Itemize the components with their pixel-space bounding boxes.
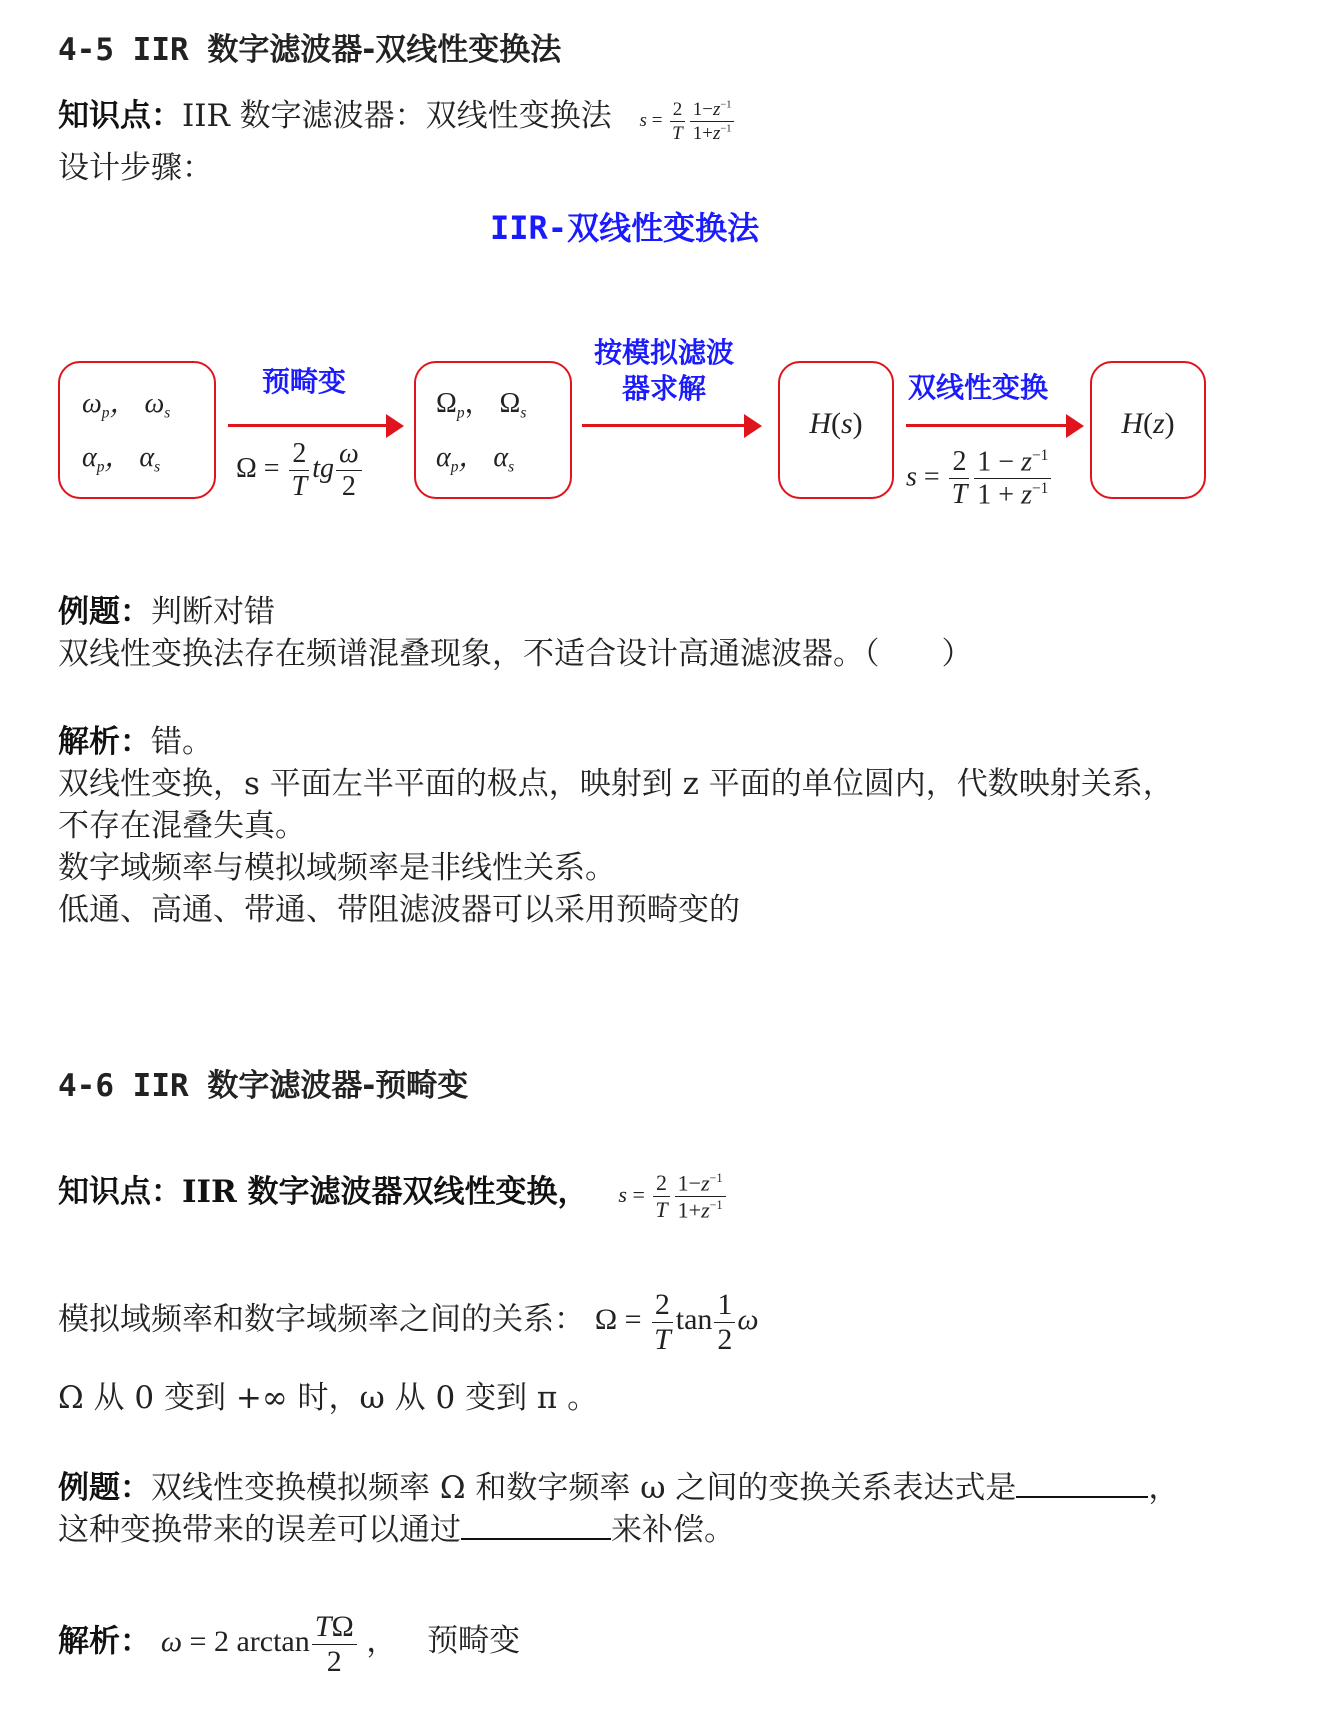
example1-heading: 例题：判断对错 — [58, 594, 275, 630]
tan-formula: Ω = $\frac{2}{T}$ tan $\frac{1}{2}$ ω — [594, 1288, 759, 1356]
example2-line2: 这种变换带来的误差可以通过 来补偿。 — [58, 1508, 735, 1550]
spec-box-digital — [58, 361, 216, 499]
section2-heading: 4-6 IIR 数字滤波器-预畸变 — [58, 1068, 469, 1104]
bilinear-formula-diagram: s = $\frac{2}{T}$ $\frac{1 - z^{-1}}{1 + z^{-1}}$ — [906, 448, 1053, 510]
arctan-formula: ω = 2 arctan $\frac{T\Omega}{2}$ — [161, 1625, 366, 1658]
digital-filter-box — [1090, 361, 1206, 499]
analysis1-line: 不存在混叠失真。 — [58, 808, 306, 844]
analysis1-line: 数字域频率与模拟域频率是非线性关系。 — [58, 850, 616, 886]
box2-omega: $\Omega_p$， $\Omega_s$ — [436, 388, 527, 422]
analysis1-line: 低通、高通、带通、带阻滤波器可以采用预畸变的 — [58, 892, 740, 928]
analysis1-heading: 解析：错。 — [58, 724, 213, 760]
example1-text: 双线性变换法存在频谱混叠现象，不适合设计高通滤波器。（ ） — [58, 636, 973, 672]
knowledge-text: IIR 数字滤波器：双线性变换法 — [182, 98, 612, 134]
arrow3-label: 双线性变换 — [908, 371, 1049, 404]
bilinear-formula-small-2: s = $\frac{2}{T}$ $\frac{1-z^{-1}}{1+z^{-1}}$ — [618, 1182, 727, 1207]
diagram-title: IIR-双线性变换法 — [490, 209, 760, 247]
range-line: Ω 从 0 变到 +∞ 时，ω 从 0 变到 π 。 — [58, 1380, 599, 1416]
box3-label: H(s) — [809, 407, 863, 440]
box1-alpha: $\alpha_p$， $\alpha_s$ — [82, 442, 161, 476]
analog-filter-box — [778, 361, 894, 499]
arrow2-label: 按模拟滤波 器求解 — [593, 336, 734, 405]
arrow1-label: 预畸变 — [262, 365, 347, 398]
section1-knowledge — [58, 96, 736, 143]
answer-blank[interactable] — [1016, 1466, 1148, 1498]
prewarp-formula: Ω = $\frac{2}{T}$ tg $\frac{\omega}{2}$ — [236, 440, 364, 501]
arrow1-line — [228, 424, 388, 427]
section1-heading: 4-5 IIR 数字滤波器-双线性变换法 — [58, 32, 562, 68]
arrow3-head-icon — [1066, 414, 1084, 438]
bilinear-formula-small: s = $\frac{2}{T}$ $\frac{1-z^{-1}}{1+z^{-1}}$ — [640, 110, 737, 131]
analysis1-line: 双线性变换，s 平面左半平面的极点，映射到 z 平面的单位圆内，代数映射关系， — [58, 766, 1174, 802]
example2-line1: 例题：双线性变换模拟频率 Ω 和数字频率 ω 之间的变换关系表达式是 ， — [58, 1466, 1179, 1508]
box1-omega: $\omega_p$， $\omega_s$ — [82, 388, 171, 422]
analysis2-line: 解析： ω = 2 arctan $\frac{T\Omega}{2}$ ， 预畸变 — [58, 1610, 521, 1678]
arrow2-head-icon — [744, 414, 762, 438]
arrow3-line — [906, 424, 1070, 427]
arrow2-line — [582, 424, 746, 427]
box4-label: H(z) — [1121, 407, 1175, 440]
answer-blank[interactable] — [461, 1508, 611, 1540]
spec-box-analog — [414, 361, 572, 499]
design-steps-label: 设计步骤： — [58, 150, 213, 186]
relation-line: 模拟域频率和数字域频率之间的关系： Ω = $\frac{2}{T}$ tan $\frac{1}{2}$ ω — [58, 1288, 759, 1356]
arrow1-head-icon — [386, 414, 404, 438]
box2-alpha: $\alpha_p$， $\alpha_s$ — [436, 442, 515, 476]
knowledge-label: 知识点： — [58, 98, 182, 134]
section2-knowledge: 知识点：IIR 数字滤波器双线性变换， s = $\frac{2}{T}$ $\frac{1-z^{-1}}{1+z^{-1}}$ — [58, 1172, 728, 1222]
